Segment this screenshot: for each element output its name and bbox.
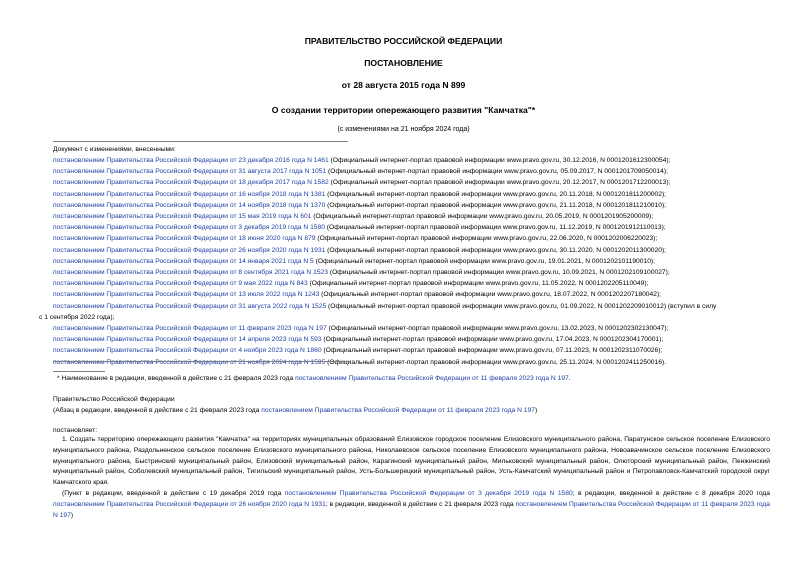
footnote-text: * Наименование в редакции, введенной в действие с 21 февраля 2023 года: [57, 375, 296, 382]
change-item: [53, 212, 793, 221]
changes-top-rule: [53, 141, 348, 142]
document-type: ПОСТАНОВЛЕНИЕ: [364, 58, 443, 68]
change-item-link[interactable]: постановлением Правительства Российской Федерации от 4 ноября 2023 года N 1860: [53, 347, 322, 355]
item-1-note-text-4: ): [70, 511, 74, 519]
change-item-details: с 1 сентября 2022 года);: [39, 313, 115, 321]
change-item-details: (Официальный интернет-портал правовой информации www.pravo.gov.ru, 30.11.2020, N 0001202011300020);: [325, 246, 667, 254]
change-item-link[interactable]: постановлением Правительства Российской Федерации от 3 декабря 2019 года N 1580: [53, 224, 325, 232]
authority-edit-note: [53, 406, 793, 415]
change-item-details: (Официальный интернет-портал правовой информации www.pravo.gov.ru, 10.09.2021, N 0001202109100027);: [327, 269, 670, 276]
change-item-link[interactable]: постановлением Правительства Российской Федерации от 8 сентября 2021 года N 1523: [53, 269, 328, 276]
change-item-link[interactable]: постановлением Правительства Российской Федерации от 16 ноября 2018 года N 1381: [53, 190, 326, 198]
change-item: [53, 167, 793, 176]
change-item: [53, 335, 793, 344]
change-item-link[interactable]: постановлением Правительства Российской Федерации от 9 мая 2022 года N 843: [53, 280, 308, 288]
change-item-link[interactable]: постановлением Правительства Российской Федерации от 18 июня 2020 года N 879: [53, 235, 316, 243]
change-item: [53, 279, 793, 288]
change-item-details: (Официальный интернет-портал правовой информации www.pravo.gov.ru, 20.12.2017, N 0001201712200013);: [328, 179, 671, 187]
government-name: ПРАВИТЕЛЬСТВО РОССИЙСКОЙ ФЕДЕРАЦИИ: [304, 36, 503, 46]
change-item-link[interactable]: постановлением Правительства Российской Федерации от 26 ноября 2020 года N 1931: [53, 246, 326, 254]
footnote: [57, 374, 797, 383]
changes-intro: Документ с изменениями, внесенными:: [53, 146, 176, 153]
change-item: [39, 313, 779, 322]
change-item-details: (Официальный интернет-портал правовой информации www.pravo.gov.ru, 22.06.2020, N 0001202006220023);: [315, 235, 658, 243]
change-item: [53, 201, 793, 210]
change-item-details: (Официальный интернет-портал правовой информации www.pravo.gov.ru, 05.09.2017, N 0001201709050014);: [326, 168, 668, 176]
item-1-note-link-2[interactable]: постановлением Правительства Российской Федерации от 26 ноября 2020 года N 1931: [53, 500, 326, 508]
change-item-details: (Официальный интернет-портал правовой информации www.pravo.gov.ru, 18.07.2022, N 0001202207180042);: [319, 291, 662, 299]
item-1-note-link-3[interactable]: постановлением Правительства Российской Федерации от 11 февраля 2023 года N 197: [53, 500, 770, 519]
change-item: [53, 268, 793, 277]
footnote-link[interactable]: постановлением Правительства Российской Федерации от 11 февраля 2023 года N 197: [295, 375, 569, 382]
issuing-authority: Правительство Российской Федерации: [53, 396, 175, 403]
change-item-details: (Официальный интернет-портал правовой информации www.pravo.gov.ru, 17.04.2023, N 0001202304170001);: [321, 336, 664, 344]
change-item-link[interactable]: постановлением Правительства Российской Федерации от 14 января 2021 года N 5: [53, 257, 314, 265]
change-item-link[interactable]: постановлением Правительства Российской Федерации от 14 ноября 2018 года N 1370: [53, 201, 326, 209]
change-item: [53, 290, 793, 299]
change-item: [53, 324, 793, 333]
item-1-paragraph: 1. Создать территорию опережающего развития "Камчатка" на территориях муниципальных образований Елизовское городское поселение Елизовского муниципального района, Паратунское сельское поселение Елизовского муниципального района, Раздольненское сельское поселение Елизовского муниципального района, Николаевское сельское поселение Елизовского муниципального района, Новоавачинское сельское поселение Елизовского муниципального района, Быстринский муниципальный район, Елизовский муниципальный район, Карагинский муниципальный район, Мильковский муниципальный район, Олюторский муниципальный район, Пенжинский муниципальный район, Соболевский муниципальный район, Тигильский муниципальный район, Усть-Большерецкий муниципальный район, Усть-Камчатский муниципальный район и Петропавловск-Камчатский городской округ Камчатского края.: [53, 436, 770, 487]
change-item-link[interactable]: постановлением Правительства Российской Федерации от 14 апреля 2023 года N 593: [53, 336, 322, 344]
change-item-link[interactable]: постановлением Правительства Российской Федерации от 21 ноября 2024 года N 1595: [53, 358, 326, 366]
change-item: [53, 358, 793, 367]
change-item-details: (Официальный интернет-портал правовой информации www.pravo.gov.ru, 20.05.2019, N 0001201905200009);: [311, 213, 654, 220]
change-item-link[interactable]: постановлением Правительства Российской Федерации от 23 декабря 2016 года N 1461: [53, 157, 329, 164]
item-1-note-text-1: (Пункт в редакции, введенной в действие с 19 декабря 2019 года: [62, 490, 285, 497]
item-1-note-text-3: ; в редакции, введенной в действие с 21 февраля 2023 года: [325, 500, 516, 508]
change-item-link[interactable]: постановлением Правительства Российской Федерации от 31 августа 2017 года N 1051: [53, 168, 327, 176]
item-1-note-link-1[interactable]: постановлением Правительства Российской Федерации от 3 декабря 2019 года N 1580: [284, 490, 573, 497]
change-item-details: (Официальный интернет-портал правовой информации www.pravo.gov.ru, 25.11.2024, N 0001202411250016).: [325, 358, 667, 366]
change-item-details: (Официальный интернет-портал правовой информации www.pravo.gov.ru, 20.11.2018, N 0001201811200002);: [325, 190, 667, 198]
change-item: [53, 156, 793, 165]
authority-note-link[interactable]: постановлением Правительства Российской Федерации от 11 февраля 2023 года N 197: [261, 407, 535, 414]
document-date-number: от 28 августа 2015 года N 899: [341, 80, 466, 90]
change-item-link[interactable]: постановлением Правительства Российской Федерации от 15 мая 2019 года N 601: [53, 213, 312, 220]
change-item: [53, 346, 793, 355]
changes-bottom-rule: [53, 361, 348, 362]
footnote-end: .: [568, 375, 571, 382]
authority-note-text: (Абзац в редакции, введенной в действие с 21 февраля 2023 года: [53, 407, 262, 414]
change-item-details: (Официальный интернет-портал правовой информации www.pravo.gov.ru, 01.09.2022, N 0001202209010012) (вступил в силу: [326, 302, 717, 310]
item-1-edit-note: [53, 489, 770, 521]
change-item-details: (Официальный интернет-портал правовой информации www.pravo.gov.ru, 21.11.2018, N 0001201811210010);: [325, 201, 667, 209]
item-1-note-text-2: ; в редакции, введенной в действие с 8 декабря 2020 года: [572, 490, 771, 497]
footnote-rule: [53, 371, 105, 372]
change-item: [53, 234, 793, 243]
changes-date-note: (с изменениями на 21 ноября 2024 года): [337, 126, 470, 133]
change-item: [53, 190, 793, 199]
change-item-details: (Официальный интернет-портал правовой информации www.pravo.gov.ru, 30.12.2016, N 0001201612300054);: [328, 157, 671, 164]
change-item: [53, 246, 793, 255]
change-item: [53, 257, 793, 266]
change-item-details: (Официальный интернет-портал правовой информации www.pravo.gov.ru, 11.05.2022, N 0001202205110049);: [307, 280, 649, 288]
change-item-details: (Официальный интернет-портал правовой информации www.pravo.gov.ru, 19.01.2021, N 0001202101190010);: [313, 257, 656, 265]
change-item-details: (Официальный интернет-портал правовой информации www.pravo.gov.ru, 11.12.2019, N 0001201912110013);: [324, 224, 666, 232]
change-item-details: (Официальный интернет-портал правовой информации www.pravo.gov.ru, 13.02.2023, N 0001202302130047);: [326, 325, 669, 332]
authority-note-end: ): [534, 407, 538, 414]
change-item-link[interactable]: постановлением Правительства Российской Федерации от 13 июля 2022 года N 1243: [53, 291, 320, 299]
change-item-link[interactable]: постановлением Правительства Российской Федерации от 11 февраля 2023 года N 197: [53, 325, 327, 332]
resolves-word: постановляет:: [53, 427, 98, 434]
change-item-details: (Официальный интернет-портал правовой информации www.pravo.gov.ru, 07.11.2023, N 0001202311070026);: [321, 347, 663, 355]
document-title: О создании территории опережающего развития "Камчатка"*: [271, 105, 536, 115]
change-item-link[interactable]: постановлением Правительства Российской Федерации от 18 декабря 2017 года N 1582: [53, 179, 329, 187]
change-item: [53, 223, 793, 232]
change-item: [53, 178, 793, 187]
change-item: [53, 302, 793, 311]
change-item-link[interactable]: постановлением Правительства Российской Федерации от 31 августа 2022 года N 1525: [53, 302, 327, 310]
